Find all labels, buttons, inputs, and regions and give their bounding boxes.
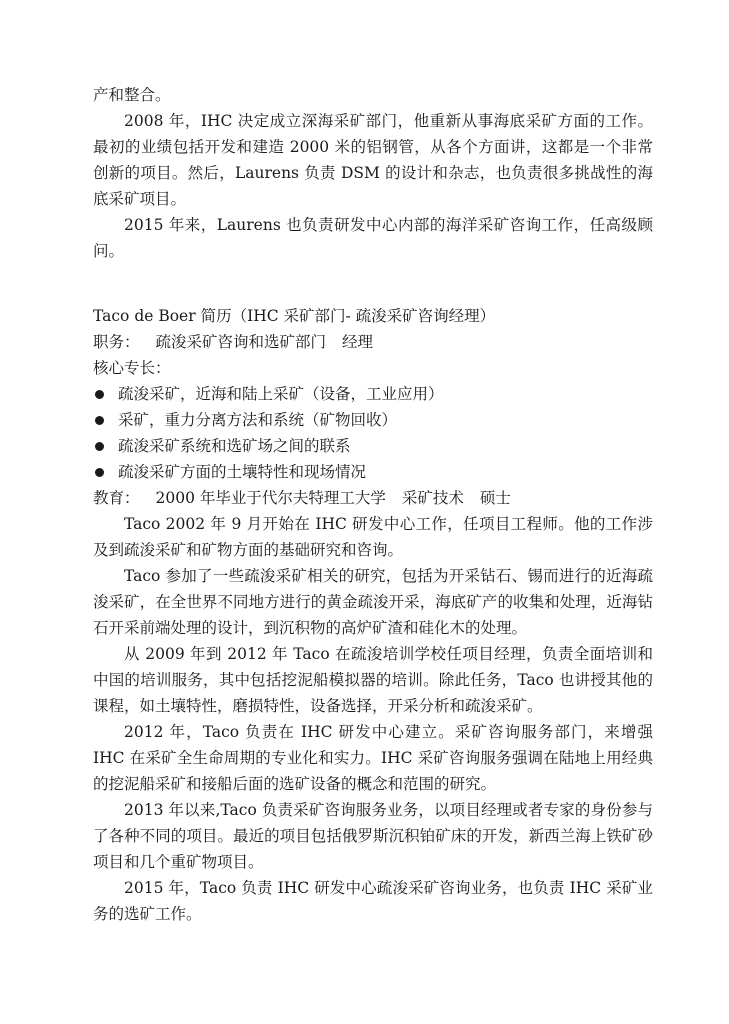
bullet-icon [95, 390, 104, 399]
education-line [93, 485, 653, 511]
expertise-item-text: 疏浚采矿，近海和陆上采矿（设备，工业应用） [118, 385, 444, 403]
expertise-item [93, 433, 653, 459]
position-value: 疏浚采矿咨询和选矿部门 [155, 333, 327, 351]
education-degree: 硕士 [479, 489, 511, 507]
bullet-icon [95, 468, 104, 477]
cv-paragraph: Taco 参加了一些疏浚采矿相关的研究，包括为开采钻石、锡而进行的近海疏浚采矿，在全世界不同地方进行的黄金疏浚开采，海底矿产的收集和处理，近海钻石开采前端处理的设计，到沉积物的高炉矿渣和硅化木的处理。 [93, 567, 653, 637]
position-role: 经理 [342, 333, 374, 351]
education-field: 采矿技术 [401, 489, 464, 507]
expertise-item-text: 疏浚采矿系统和选矿场之间的联系 [118, 437, 351, 455]
expertise-label: 核心专长： [93, 359, 171, 377]
expertise-item [93, 459, 653, 485]
section-gap [93, 264, 653, 290]
bullet-icon [95, 416, 104, 425]
expertise-item [93, 381, 653, 407]
expertise-item [93, 407, 653, 433]
cv-paragraph: 2012 年，Taco 负责在 IHC 研发中心建立。采矿咨询服务部门，来增强 IHC 在采矿全生命周期的专业化和实力。IHC 采矿咨询服务强调在陆地上用经典的挖泥船采矿和接船后面的选矿设备的概念和范围的研究。 [93, 723, 653, 793]
education-value: 2000 年毕业于代尔夫特理工大学 [155, 489, 386, 507]
expertise-item-text: 疏浚采矿方面的土壤特性和现场情况 [118, 463, 367, 481]
cv-paragraph: 2015 年，Taco 负责 IHC 研发中心疏浚采矿咨询业务，也负责 IHC 采矿业务的选矿工作。 [93, 879, 653, 923]
position-label: 职务： [93, 333, 140, 351]
cv-paragraph: 从 2009 年到 2012 年 Taco 在疏浚培训学校任项目经理，负责全面培训和中国的培训服务，其中包括挖泥船模拟器的培训。除此任务，Taco 也讲授其他的课程，如土壤特性，磨损特性，设备选择，开采分析和疏浚采矿。 [93, 645, 653, 715]
bullet-icon [95, 442, 104, 451]
position-line [93, 329, 653, 355]
intro-paragraph-0: 产和整合。 [93, 86, 171, 104]
document-body [93, 82, 653, 927]
cv-paragraph: 2013 年以来,Taco 负责采矿咨询服务业务，以项目经理或者专家的身份参与了各种不同的项目。最近的项目包括俄罗斯沉积铂矿床的开发，新西兰海上铁矿砂项目和几个重矿物项目。 [93, 801, 653, 871]
intro-paragraph-1: 2008 年，IHC 决定成立深海采矿部门，他重新从事海底采矿方面的工作。最初的业绩包括开发和建造 2000 米的铝钢管，从各个方面讲，这都是一个非常创新的项目。然后，Laurens 负责 DSM 的设计和杂志，也负责很多挑战性的海底采矿项目。 [93, 112, 653, 208]
intro-paragraph-2: 2015 年来，Laurens 也负责研发中心内部的海洋采矿咨询工作，任高级顾问。 [93, 216, 653, 260]
expertise-list [93, 381, 653, 485]
cv-paragraph: Taco 2002 年 9 月开始在 IHC 研发中心工作，任项目工程师。他的工作涉及到疏浚采矿和矿物方面的基础研究和咨询。 [93, 515, 653, 559]
education-label: 教育： [93, 489, 140, 507]
cv-title: Taco de Boer 简历（IHC 采矿部门- 疏浚采矿咨询经理） [93, 307, 496, 325]
expertise-item-text: 采矿，重力分离方法和系统（矿物回收） [118, 411, 398, 429]
